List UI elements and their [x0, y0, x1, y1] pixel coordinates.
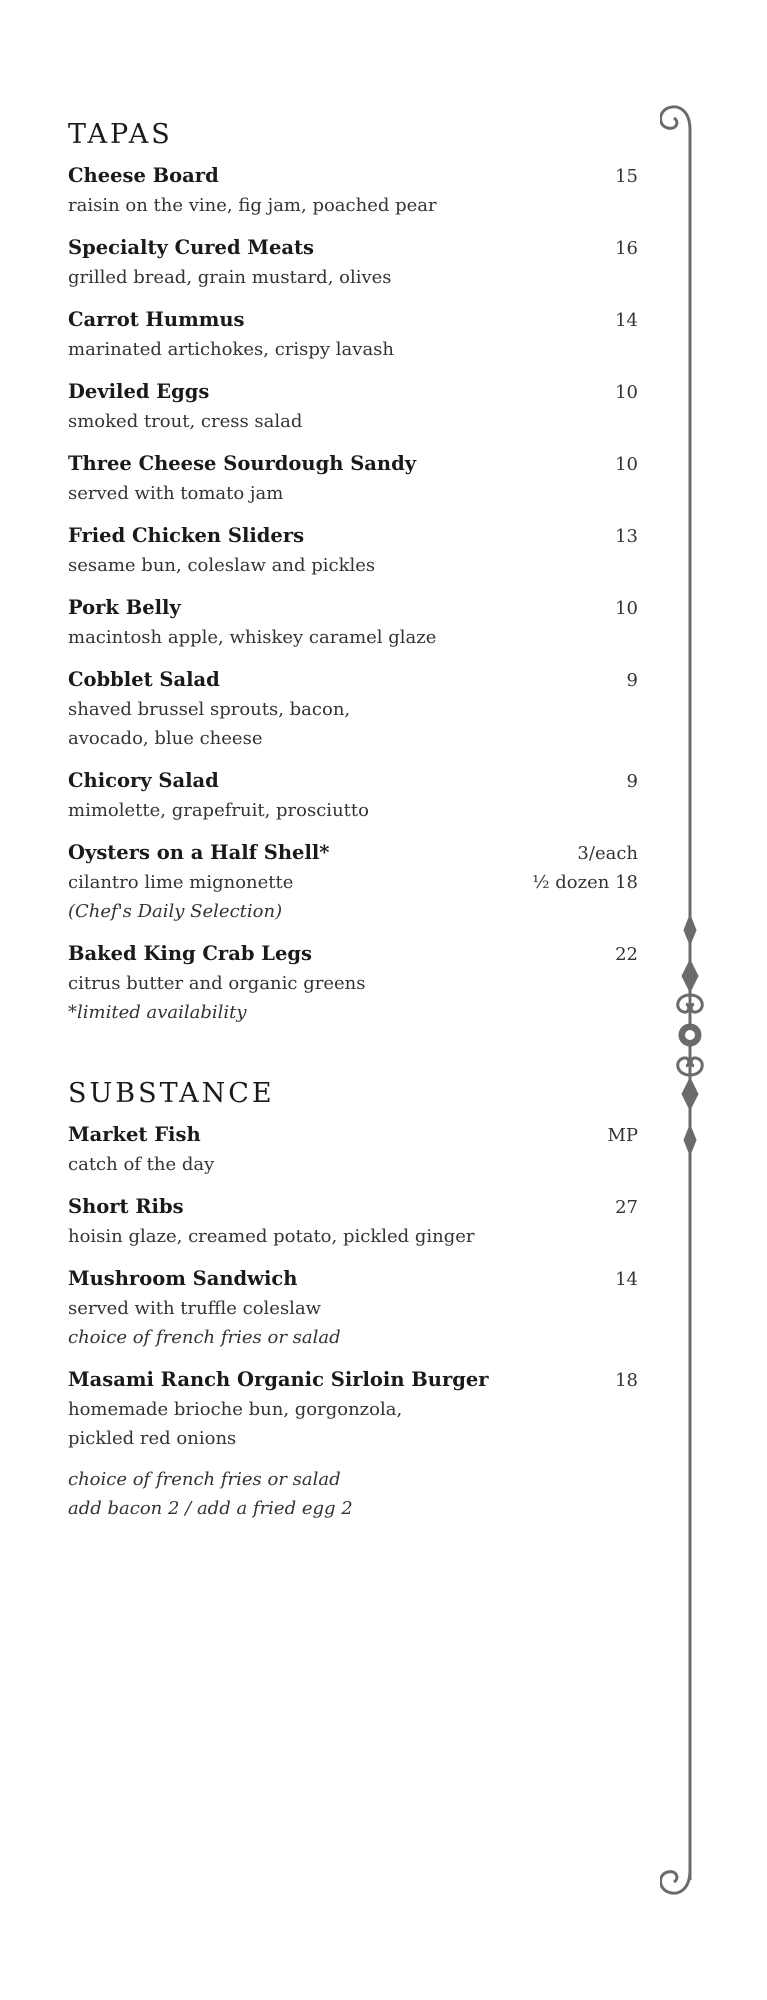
menu-item [68, 234, 638, 292]
item-price: 22 [615, 944, 638, 965]
menu-item [68, 666, 638, 753]
item-price: 14 [615, 310, 638, 331]
menu-item [68, 594, 638, 652]
item-name: Three Cheese Sourdough Sandy [68, 452, 417, 475]
section-substance [68, 1077, 638, 1523]
item-description: homemade brioche bun, gorgonzola, [68, 1399, 403, 1420]
item-price: 10 [615, 454, 638, 475]
item-note-addons: add bacon 2 / add a fried egg 2 [68, 1498, 353, 1519]
decorative-border-ornament [660, 100, 720, 1900]
item-description: citrus butter and organic greens [68, 973, 366, 994]
item-description: sesame bun, coleslaw and pickles [68, 555, 376, 576]
item-description: macintosh apple, whiskey caramel glaze [68, 627, 437, 648]
item-name: Deviled Eggs [68, 380, 210, 403]
item-name: Baked King Crab Legs [68, 942, 312, 965]
menu-item [68, 450, 638, 508]
item-name: Market Fish [68, 1123, 201, 1146]
item-note: (Chef's Daily Selection) [68, 901, 283, 922]
item-description: raisin on the vine, fig jam, poached pear [68, 195, 437, 216]
item-name: Short Ribs [68, 1195, 184, 1218]
menu-item [68, 306, 638, 364]
item-price: 10 [615, 382, 638, 403]
menu-item [68, 378, 638, 436]
menu-item [68, 1193, 638, 1251]
menu-item [68, 522, 638, 580]
item-price: 18 [615, 1370, 638, 1391]
item-price: 9 [626, 771, 638, 792]
menu-item [68, 1366, 638, 1523]
item-price-alt: ½ dozen 18 [532, 872, 638, 893]
item-name: Pork Belly [68, 596, 181, 619]
menu-item [68, 1265, 638, 1352]
item-name: Masami Ranch Organic Sirloin Burger [68, 1368, 489, 1391]
item-name: Fried Chicken Sliders [68, 524, 305, 547]
item-description: mimolette, grapefruit, prosciutto [68, 800, 369, 821]
item-description: cilantro lime mignonette [68, 872, 294, 893]
item-price: 9 [626, 670, 638, 691]
item-name: Cheese Board [68, 164, 219, 187]
item-description: grilled bread, grain mustard, olives [68, 267, 392, 288]
menu-item [68, 1121, 638, 1179]
menu-item [68, 162, 638, 220]
item-description: smoked trout, cress salad [68, 411, 303, 432]
item-price: 13 [615, 526, 638, 547]
item-name: Cobblet Salad [68, 668, 220, 691]
item-name: Chicory Salad [68, 769, 219, 792]
item-name: Mushroom Sandwich [68, 1267, 298, 1290]
item-price: 15 [615, 166, 638, 187]
menu-item [68, 940, 638, 1027]
item-description: served with truffle coleslaw [68, 1298, 322, 1319]
item-name: Oysters on a Half Shell* [68, 841, 330, 864]
menu-item [68, 839, 638, 926]
item-note: choice of french fries or salad [68, 1469, 341, 1490]
item-description-line-2: avocado, blue cheese [68, 728, 263, 749]
item-description: marinated artichokes, crispy lavash [68, 339, 395, 360]
item-price: 10 [615, 598, 638, 619]
spacer [68, 1453, 638, 1465]
item-description: shaved brussel sprouts, bacon, [68, 699, 351, 720]
item-description-line-2: pickled red onions [68, 1428, 237, 1449]
item-price: 14 [615, 1269, 638, 1290]
item-name: Specialty Cured Meats [68, 236, 314, 259]
item-price: 27 [615, 1197, 638, 1218]
item-note: *limited availability [68, 1002, 247, 1023]
section-title: TAPAS [68, 119, 173, 150]
section-title: SUBSTANCE [68, 1078, 275, 1109]
menu-page [68, 118, 638, 1537]
item-price: 3/each [577, 843, 638, 864]
item-price: MP [607, 1125, 638, 1146]
item-description: catch of the day [68, 1154, 215, 1175]
item-name: Carrot Hummus [68, 308, 245, 331]
item-price: 16 [615, 238, 638, 259]
item-note: choice of french fries or salad [68, 1327, 341, 1348]
section-tapas [68, 118, 638, 1027]
item-description: served with tomato jam [68, 483, 284, 504]
item-description: hoisin glaze, creamed potato, pickled ginger [68, 1226, 475, 1247]
menu-item [68, 767, 638, 825]
